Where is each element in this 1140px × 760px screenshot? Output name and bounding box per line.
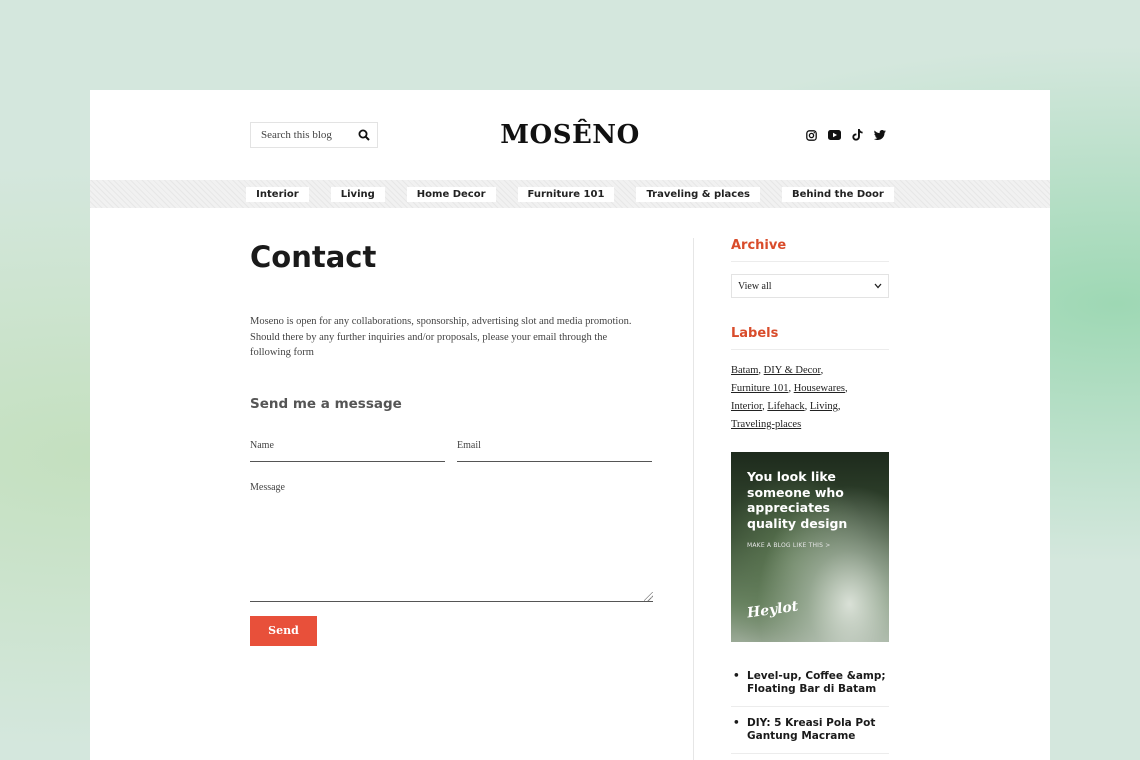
label-link-lifehack[interactable]: Lifehack xyxy=(767,401,805,412)
nav-item-living[interactable]: Living xyxy=(331,187,385,202)
label-link-traveling-places[interactable]: Traveling-places xyxy=(731,419,802,430)
label-link-furniture-101[interactable]: Furniture 101 xyxy=(731,383,789,394)
chevron-down-icon xyxy=(874,281,882,292)
nav-item-traveling-places[interactable]: Traveling & places xyxy=(636,187,760,202)
tiktok-icon[interactable] xyxy=(850,128,864,142)
archive-heading: Archive xyxy=(731,238,889,262)
message-field[interactable] xyxy=(250,482,653,602)
intro-text: Moseno is open for any collaborations, sponsorship, advertising slot and media promotion. Should there by any further inquiries and/or proposals, please your email through the following form xyxy=(250,316,632,358)
youtube-icon[interactable] xyxy=(827,128,841,142)
email-field[interactable] xyxy=(457,440,652,462)
label-link-living[interactable]: Living xyxy=(809,401,838,412)
search-icon[interactable] xyxy=(351,129,377,141)
send-button[interactable]: Send xyxy=(250,616,317,646)
form-title: Send me a message xyxy=(250,395,402,412)
label-link-batam[interactable]: Batam xyxy=(731,365,759,376)
labels-list: Batam, DIY & Decor, Furniture 101, Housewares, Interior, Lifehack, Living, Traveling-places xyxy=(731,365,848,430)
main-content xyxy=(250,240,655,646)
search-box[interactable] xyxy=(250,122,378,148)
column-divider xyxy=(693,238,694,760)
message-label: Message xyxy=(250,481,285,493)
name-field[interactable] xyxy=(250,440,445,462)
ad-cta-link[interactable]: MAKE A BLOG LIKE THIS > xyxy=(747,542,831,549)
resize-handle-icon[interactable] xyxy=(644,592,653,601)
page-card xyxy=(90,90,1050,760)
labels-heading: Labels xyxy=(731,326,889,350)
popular-posts xyxy=(731,670,889,754)
main-navigation xyxy=(90,180,1050,208)
twitter-icon[interactable] xyxy=(873,128,887,142)
sidebar xyxy=(731,238,889,760)
post-link[interactable]: • DIY: 5 Kreasi Pola Pot Gantung Macrame xyxy=(731,717,889,754)
ad-brand-logo: Heylot xyxy=(746,598,800,622)
email-label: Email xyxy=(457,439,481,451)
post-link[interactable]: • Level-up, Coffee &amp; Floating Bar di Batam xyxy=(731,670,889,707)
nav-item-furniture-101[interactable]: Furniture 101 xyxy=(518,187,615,202)
nav-item-behind-the-door[interactable]: Behind the Door xyxy=(782,187,894,202)
nav-item-home-decor[interactable]: Home Decor xyxy=(407,187,496,202)
name-email-row xyxy=(250,440,655,462)
site-logo[interactable]: MOSÊNO xyxy=(500,120,640,150)
social-links xyxy=(804,128,887,142)
nav-item-interior[interactable]: Interior xyxy=(246,187,309,202)
page-title: Contact xyxy=(250,240,377,274)
archive-select[interactable] xyxy=(731,274,889,298)
ad-banner[interactable] xyxy=(731,452,889,642)
label-link-housewares[interactable]: Housewares xyxy=(793,383,846,394)
name-label: Name xyxy=(250,439,274,451)
instagram-icon[interactable] xyxy=(804,128,818,142)
search-input[interactable]: Search this blog xyxy=(261,129,332,141)
label-link-interior[interactable]: Interior xyxy=(731,401,763,412)
label-link-diy-decor[interactable]: DIY & Decor xyxy=(763,365,821,376)
archive-select-value: View all xyxy=(738,280,772,292)
ad-headline: You look like someone who appreciates quality design xyxy=(747,469,848,531)
